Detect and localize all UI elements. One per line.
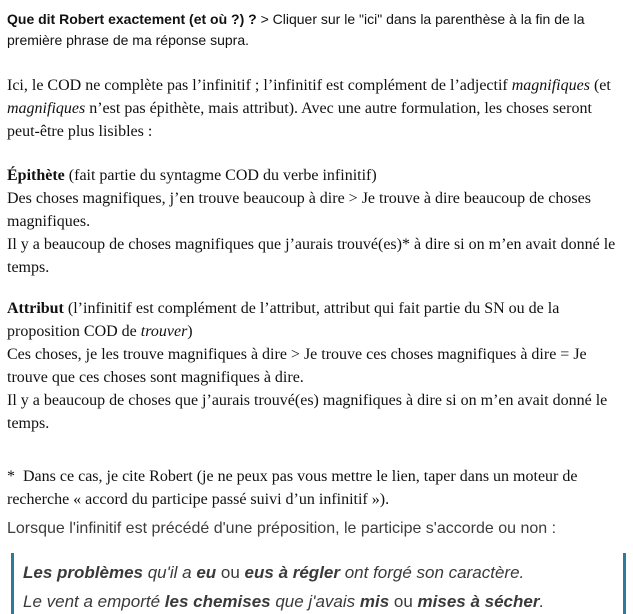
- text-line: [7, 297, 633, 320]
- text-line: [7, 488, 633, 511]
- text-segment: (fait partie du syntagme COD du verbe infinitif): [64, 167, 377, 184]
- text-line: [7, 256, 633, 279]
- explanation-paragraph: [7, 74, 633, 143]
- text-segment: trouve que ces choses sont magnifiques à dire.: [7, 369, 304, 386]
- text-line: [7, 518, 633, 540]
- text-segment: proposition COD de: [7, 323, 141, 340]
- attribut-section: [7, 297, 633, 435]
- text-segment: temps.: [7, 415, 50, 432]
- text-line: [23, 558, 615, 587]
- text-segment: Il y a beaucoup de choses que j’aurais trouvé(es) magnifiques à dire si on m’en avait donné le: [7, 392, 608, 409]
- text-segment: Les problèmes: [23, 563, 143, 582]
- text-segment: Le vent a emporté: [23, 592, 165, 611]
- text-segment: ont forgé son caractère.: [340, 563, 525, 582]
- text-line: [7, 389, 633, 412]
- text-segment: mis: [359, 592, 390, 611]
- text-segment: .: [539, 592, 545, 611]
- text-segment: Attribut: [7, 300, 64, 317]
- text-segment: les chemises: [164, 592, 271, 611]
- footnote-paragraph: [7, 465, 633, 511]
- text-segment: première phrase de ma réponse supra.: [7, 32, 250, 48]
- text-line: [7, 233, 633, 256]
- quote-box: [11, 553, 626, 614]
- text-line: [7, 30, 633, 51]
- text-segment: trouver: [140, 323, 188, 340]
- text-segment: que j'avais: [270, 592, 360, 611]
- text-line: [7, 187, 633, 210]
- text-segment: Ces choses, je les trouve magnifiques à dire > Je trouve ces choses magnifiques à dire = Je: [7, 346, 587, 363]
- text-line: [7, 320, 633, 343]
- intro-paragraph: [7, 9, 633, 51]
- text-line: [7, 366, 633, 389]
- text-segment: Des choses magnifiques, j’en trouve beaucoup à dire > Je trouve à dire beaucoup de choses: [7, 190, 591, 207]
- text-line: [7, 74, 633, 97]
- text-segment: > Cliquer sur le "ici" dans la parenthèse à la fin de la: [256, 11, 585, 27]
- text-line: [7, 465, 633, 488]
- text-segment: Que dit Robert exactement (et où ?) ?: [7, 11, 257, 27]
- text-segment: n’est pas épithète, mais attribut). Avec une autre formulation, les choses seront: [85, 100, 592, 117]
- text-segment: magnifiques: [511, 77, 590, 94]
- text-line: [7, 120, 633, 143]
- text-segment: (et: [589, 77, 611, 94]
- text-line: [7, 164, 633, 187]
- text-segment: peut-être plus lisibles :: [7, 123, 153, 140]
- text-line: [7, 97, 633, 120]
- text-segment: eus à régler: [244, 563, 340, 582]
- text-segment: (l’infinitif est complément de l’attribut, attribut qui fait partie du SN ou de la: [63, 300, 560, 317]
- text-segment: Il y a beaucoup de choses magnifiques que j’aurais trouvé(es)* à dire si on m’en avait donné le: [7, 236, 616, 253]
- document-page: [0, 9, 633, 614]
- text-segment: magnifiques.: [7, 213, 91, 230]
- text-segment: Ici, le COD ne complète pas l’infinitif ; l’infinitif est complément de l’adjectif: [7, 77, 512, 94]
- text-line: [23, 587, 615, 614]
- text-line: [7, 343, 633, 366]
- text-segment: recherche « accord du participe passé suivi d’un infinitif »).: [7, 491, 390, 508]
- text-segment: qu'il a: [143, 563, 197, 582]
- text-segment: * Dans ce cas, je cite Robert (je ne peux pas vous mettre le lien, taper dans un moteur de: [7, 468, 578, 485]
- text-segment: magnifiques: [7, 100, 86, 117]
- text-line: [7, 412, 633, 435]
- epithete-section: [7, 164, 633, 279]
- text-segment: temps.: [7, 259, 50, 276]
- text-segment: mises à sécher: [417, 592, 540, 611]
- text-segment: ): [187, 323, 193, 340]
- text-line: [7, 9, 633, 30]
- text-segment: Lorsque l'infinitif est précédé d'une préposition, le participe s'accorde ou non :: [7, 520, 557, 537]
- text-segment: ou: [216, 563, 245, 582]
- text-segment: Épithète: [7, 167, 65, 184]
- rule-intro-paragraph: [7, 518, 633, 540]
- text-line: [7, 210, 633, 233]
- text-segment: ou: [389, 592, 418, 611]
- text-segment: eu: [196, 563, 217, 582]
